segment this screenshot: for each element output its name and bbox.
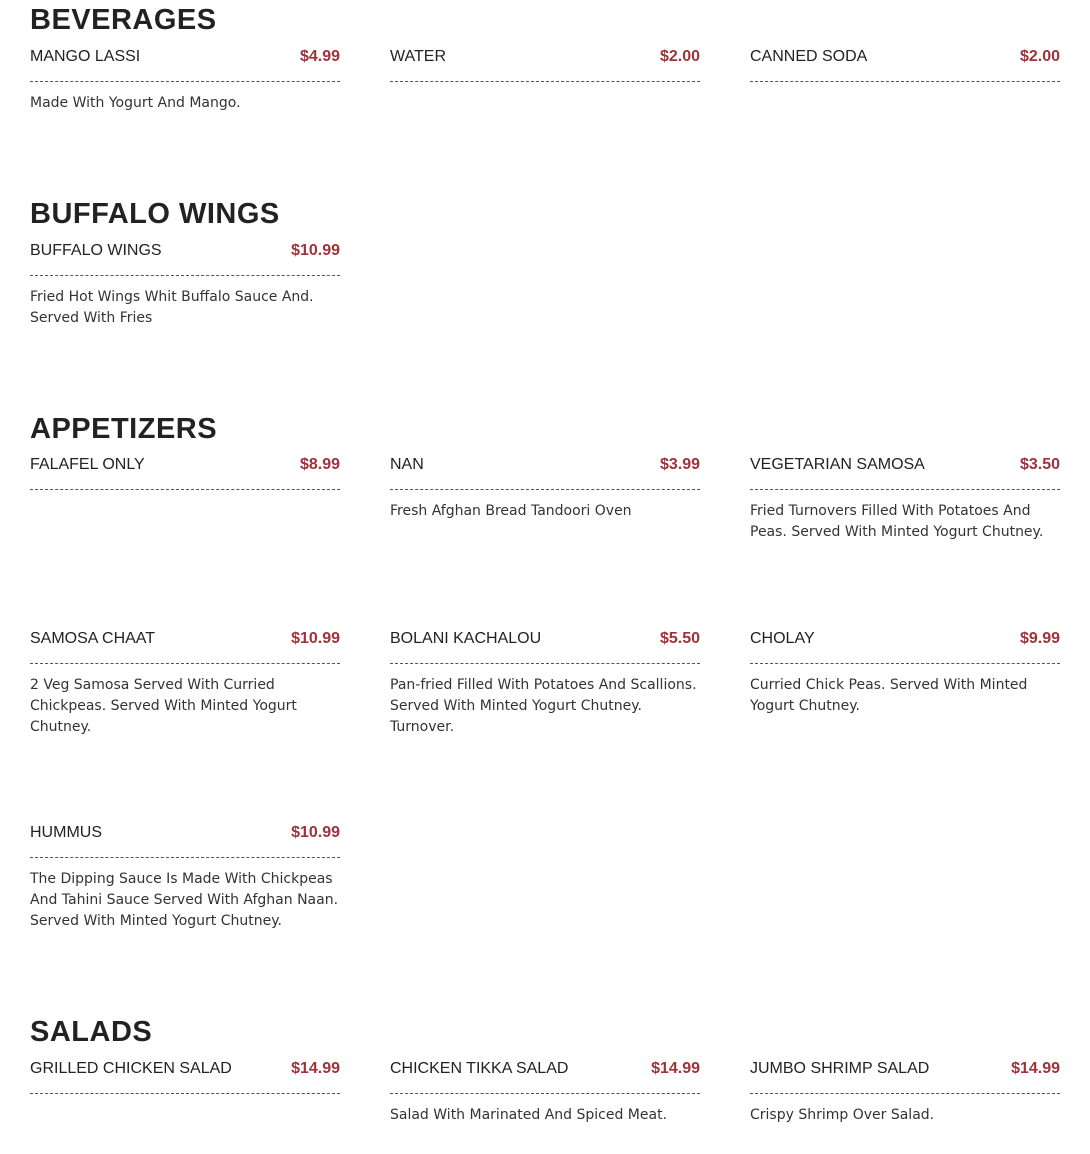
item-price: $2.00 (659, 48, 700, 65)
menu-item-grilled-chicken-salad[interactable] (30, 1060, 340, 1105)
menu-item-canned-soda[interactable] (750, 48, 1060, 93)
item-price: $5.50 (659, 630, 700, 647)
item-name: WATER (390, 48, 446, 65)
item-name: BOLANI KACHALOU (390, 630, 542, 647)
section-title-beverages: BEVERAGES (30, 4, 217, 36)
menu-item-buffalo-wings[interactable] (30, 242, 340, 329)
menu-item-samosa-chaat[interactable] (30, 630, 340, 738)
section-title-salads: SALADS (30, 1016, 153, 1048)
item-name: CHICKEN TIKKA SALAD (390, 1060, 569, 1077)
item-price: $8.99 (299, 456, 340, 473)
item-description: Made With Yogurt And Mango. (30, 95, 241, 111)
menu-item-vegetarian-samosa[interactable] (750, 456, 1060, 543)
item-name: CANNED SODA (750, 48, 868, 65)
item-description: Curried Chick Peas. Served With Minted Yogurt Chutney. (750, 677, 1028, 714)
item-price: $10.99 (291, 824, 340, 841)
menu-item-mango-lassi[interactable] (30, 48, 340, 114)
section-title-appetizers: APPETIZERS (30, 413, 218, 445)
item-description: Fried Hot Wings Whit Buffalo Sauce And. Served With Fries (30, 289, 314, 326)
item-price: $14.99 (651, 1060, 700, 1077)
menu-item-nan[interactable] (390, 456, 700, 522)
menu-item-jumbo-shrimp-salad[interactable] (750, 1060, 1060, 1126)
menu-item-water[interactable] (390, 48, 700, 93)
item-description: Salad With Marinated And Spiced Meat. (390, 1107, 668, 1123)
item-price: $2.00 (1019, 48, 1060, 65)
item-name: SAMOSA CHAAT (30, 630, 156, 647)
menu-item-bolani-kachalou[interactable] (390, 630, 700, 738)
item-price: $14.99 (1011, 1060, 1060, 1077)
menu-item-cholay[interactable] (750, 630, 1060, 717)
menu-item-falafel-only[interactable] (30, 456, 340, 501)
item-name: JUMBO SHRIMP SALAD (750, 1060, 930, 1077)
item-price: $9.99 (1019, 630, 1060, 647)
item-description: Pan-fried Filled With Potatoes And Scallions. Served With Minted Yogurt Chutney. Turnover. (390, 677, 697, 735)
item-description: Fried Turnovers Filled With Potatoes And Peas. Served With Minted Yogurt Chutney. (750, 503, 1044, 540)
item-name: HUMMUS (30, 824, 102, 841)
item-price: $3.99 (659, 456, 700, 473)
item-description: The Dipping Sauce Is Made With Chickpeas And Tahini Sauce Served With Afghan Naan. Served With Minted Yogurt Chutney. (30, 871, 339, 929)
item-name: NAN (390, 456, 424, 473)
item-name: VEGETARIAN SAMOSA (750, 456, 925, 473)
section-title-buffalo-wings: BUFFALO WINGS (30, 198, 280, 230)
item-name: GRILLED CHICKEN SALAD (30, 1060, 232, 1077)
menu-item-hummus[interactable] (30, 824, 340, 932)
item-description: Crispy Shrimp Over Salad. (750, 1107, 935, 1123)
item-name: FALAFEL ONLY (30, 456, 145, 473)
item-price: $3.50 (1019, 456, 1060, 473)
item-description: 2 Veg Samosa Served With Curried Chickpeas. Served With Minted Yogurt Chutney. (30, 677, 297, 735)
item-price: $10.99 (291, 242, 340, 259)
item-name: BUFFALO WINGS (30, 242, 162, 259)
menu-item-chicken-tikka-salad[interactable] (390, 1060, 700, 1126)
item-name: CHOLAY (750, 630, 815, 647)
item-price: $10.99 (291, 630, 340, 647)
item-price: $4.99 (299, 48, 340, 65)
item-price: $14.99 (291, 1060, 340, 1077)
item-description: Fresh Afghan Bread Tandoori Oven (390, 503, 632, 519)
item-name: MANGO LASSI (30, 48, 141, 65)
